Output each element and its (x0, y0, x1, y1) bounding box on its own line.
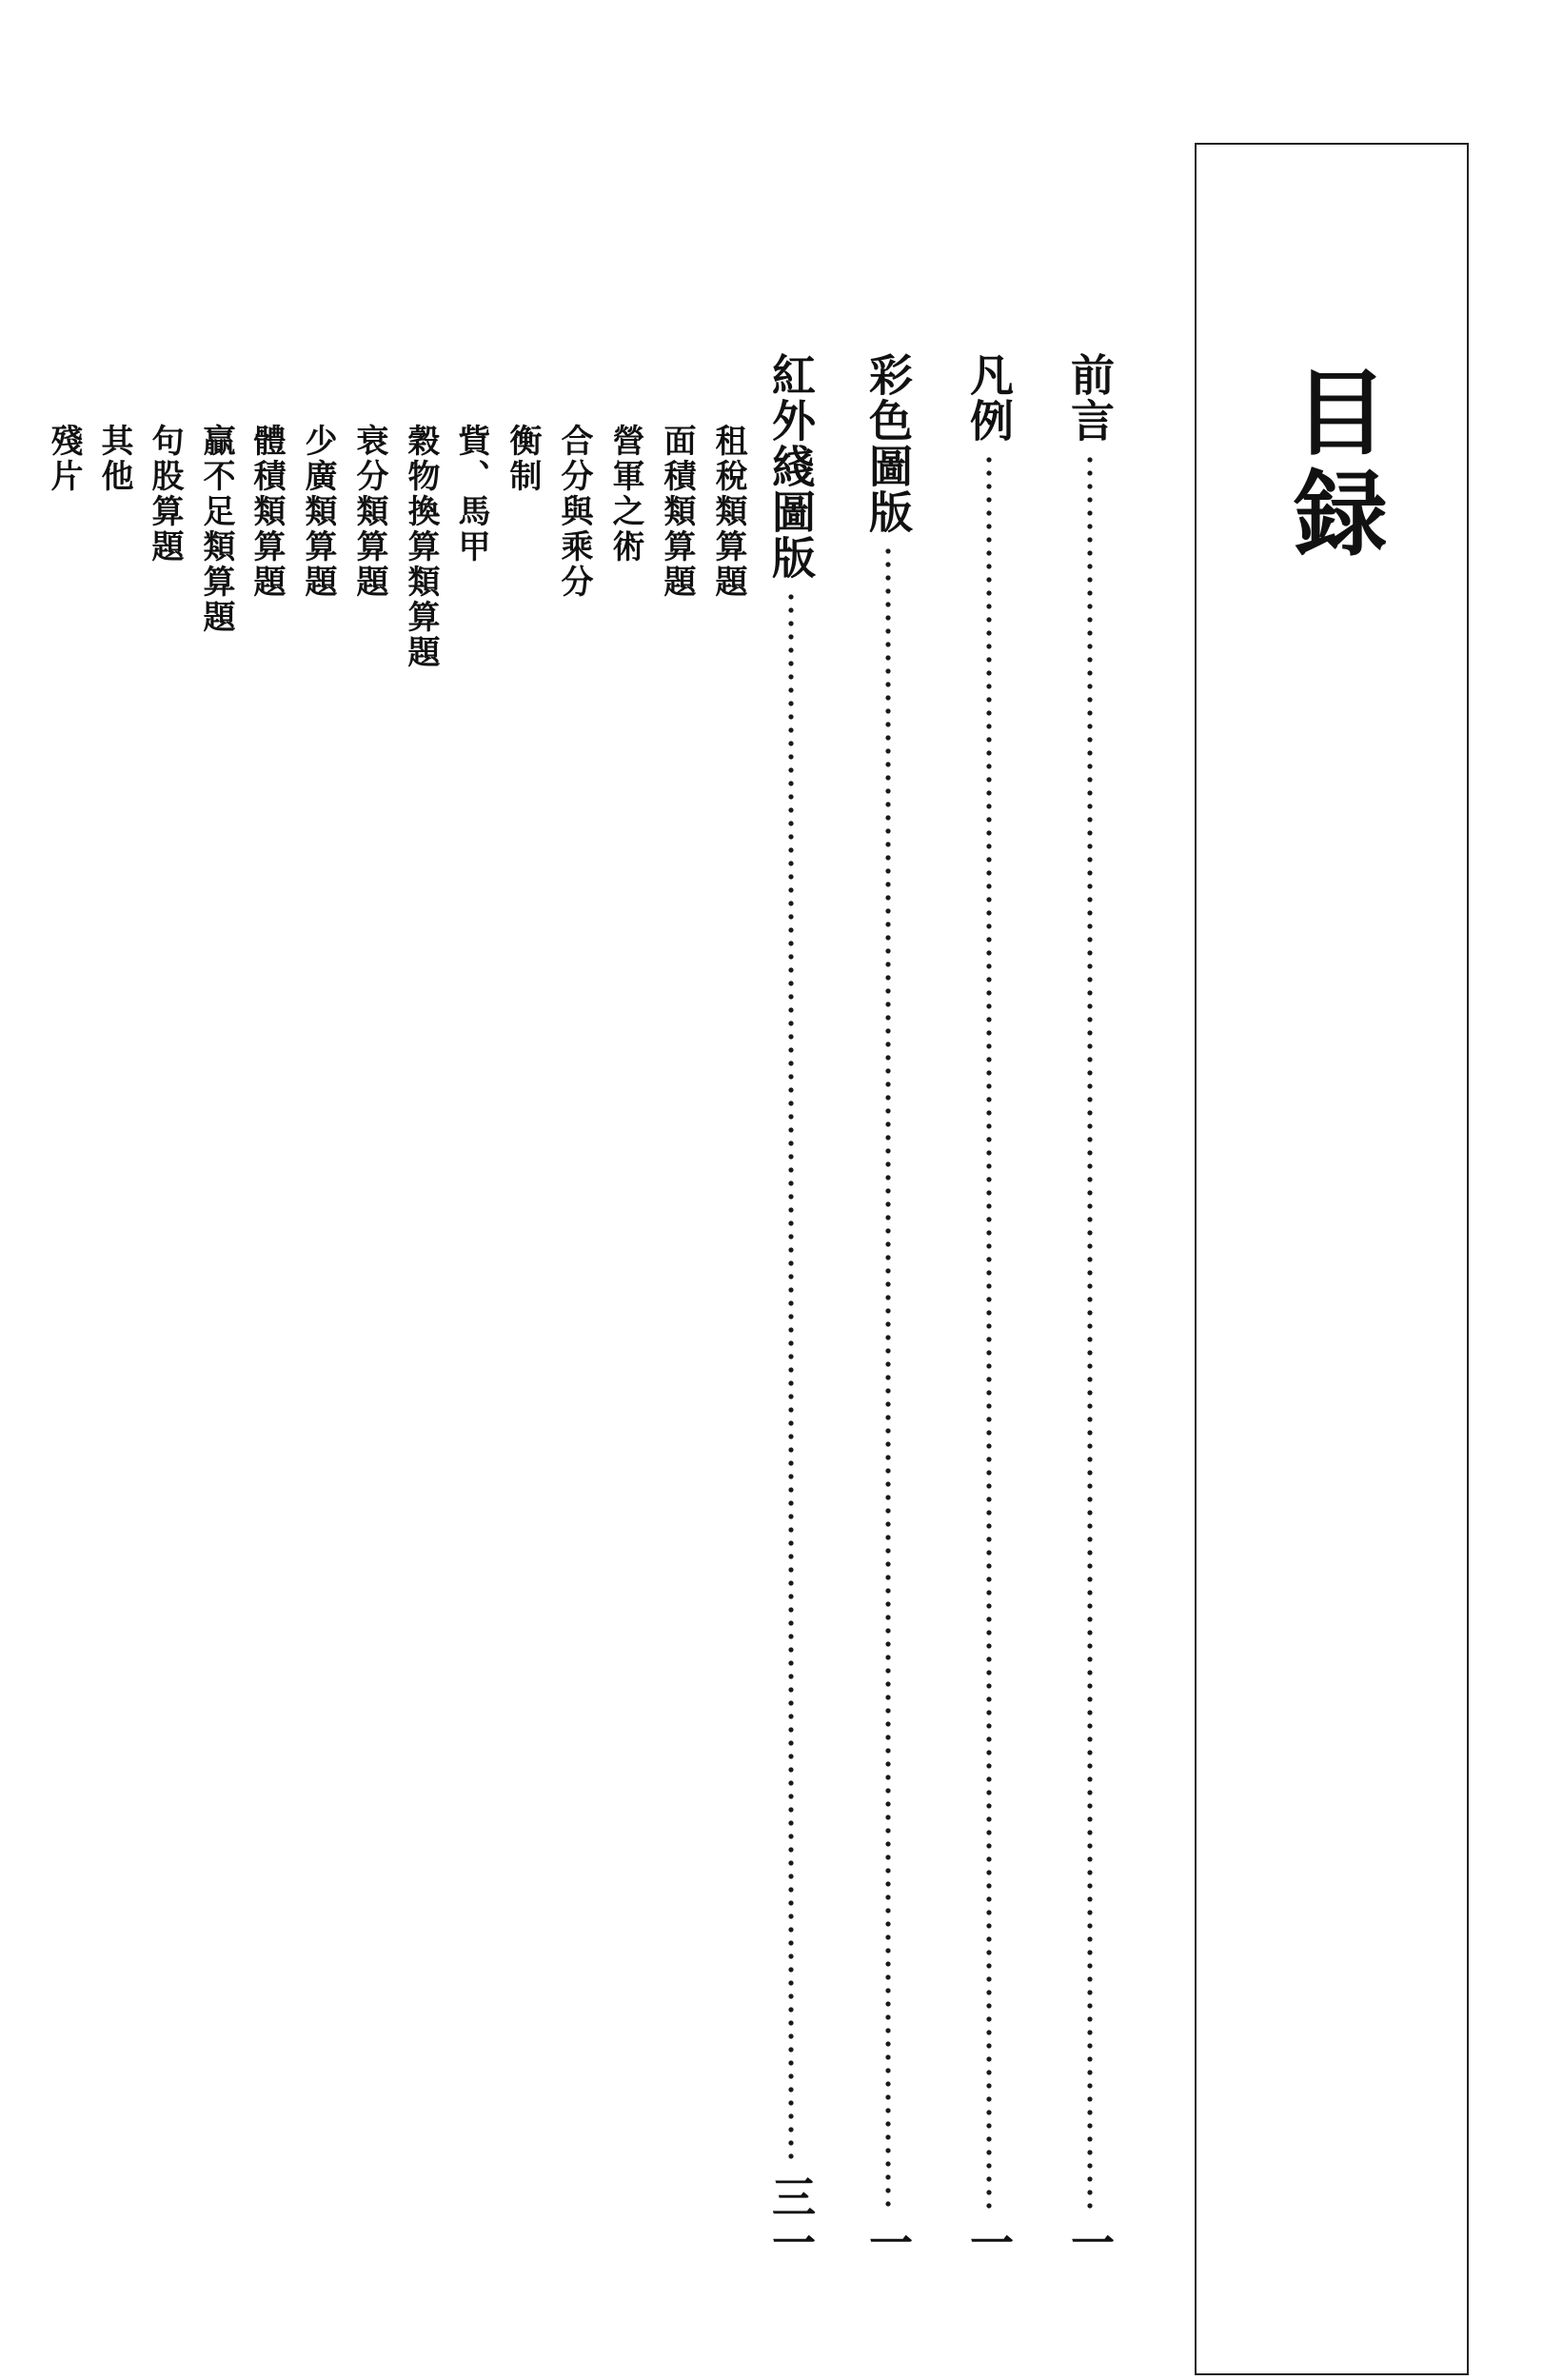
page-title: 目録 (1278, 364, 1388, 565)
toc-entry-page: 一 (1064, 2220, 1116, 2266)
toc-entry-label: 紅外綫圖版 (765, 352, 817, 581)
toc-subentry[interactable]: 句股算題 (146, 424, 184, 565)
dot-leader (788, 590, 794, 2165)
toc-entry-label: 凡例 (963, 352, 1015, 444)
toc-subentry[interactable]: 租稅類算題 (709, 424, 747, 600)
title-box (1195, 143, 1469, 2375)
toc-entry-conventions[interactable] (963, 352, 1015, 2266)
toc-entry-infrared-plates[interactable] (765, 352, 817, 2266)
toc-entry-page: 一 (963, 2220, 1015, 2266)
toc-subentry[interactable]: 少廣類算題 (299, 424, 337, 600)
toc-entry-label: 彩色圖版 (862, 352, 914, 535)
toc-subentry[interactable]: 衡制 (504, 424, 542, 494)
toc-subentry[interactable]: 衰分類算題 (350, 424, 388, 600)
toc-subentry[interactable]: 體積類算題 (247, 424, 286, 600)
toc-entry-page: 一 (862, 2220, 914, 2266)
toc-subentry[interactable]: 殘片 (45, 424, 83, 494)
toc-subentry[interactable]: 合分與乘分 (555, 424, 593, 600)
dot-leader (986, 453, 992, 2211)
dot-leader (1087, 453, 1093, 2211)
toc-subentry[interactable]: 贏不足類算題 (197, 424, 235, 635)
toc-entry-page: 三一 (765, 2174, 817, 2266)
toc-subentry[interactable]: 穀物換算類算題 (402, 424, 440, 670)
toc-entry-label: 前言 (1064, 352, 1116, 444)
toc-subentry[interactable]: 貲、馬甲 (452, 424, 490, 565)
toc-entry-color-plates[interactable] (862, 352, 914, 2266)
toc-subentry[interactable]: 營軍之術 (606, 424, 644, 565)
toc-subentry[interactable]: 其他 (95, 424, 133, 494)
toc-entry-preface[interactable] (1064, 352, 1116, 2266)
toc-subentry[interactable]: 面積類算題 (658, 424, 696, 600)
dot-leader (885, 545, 891, 2211)
